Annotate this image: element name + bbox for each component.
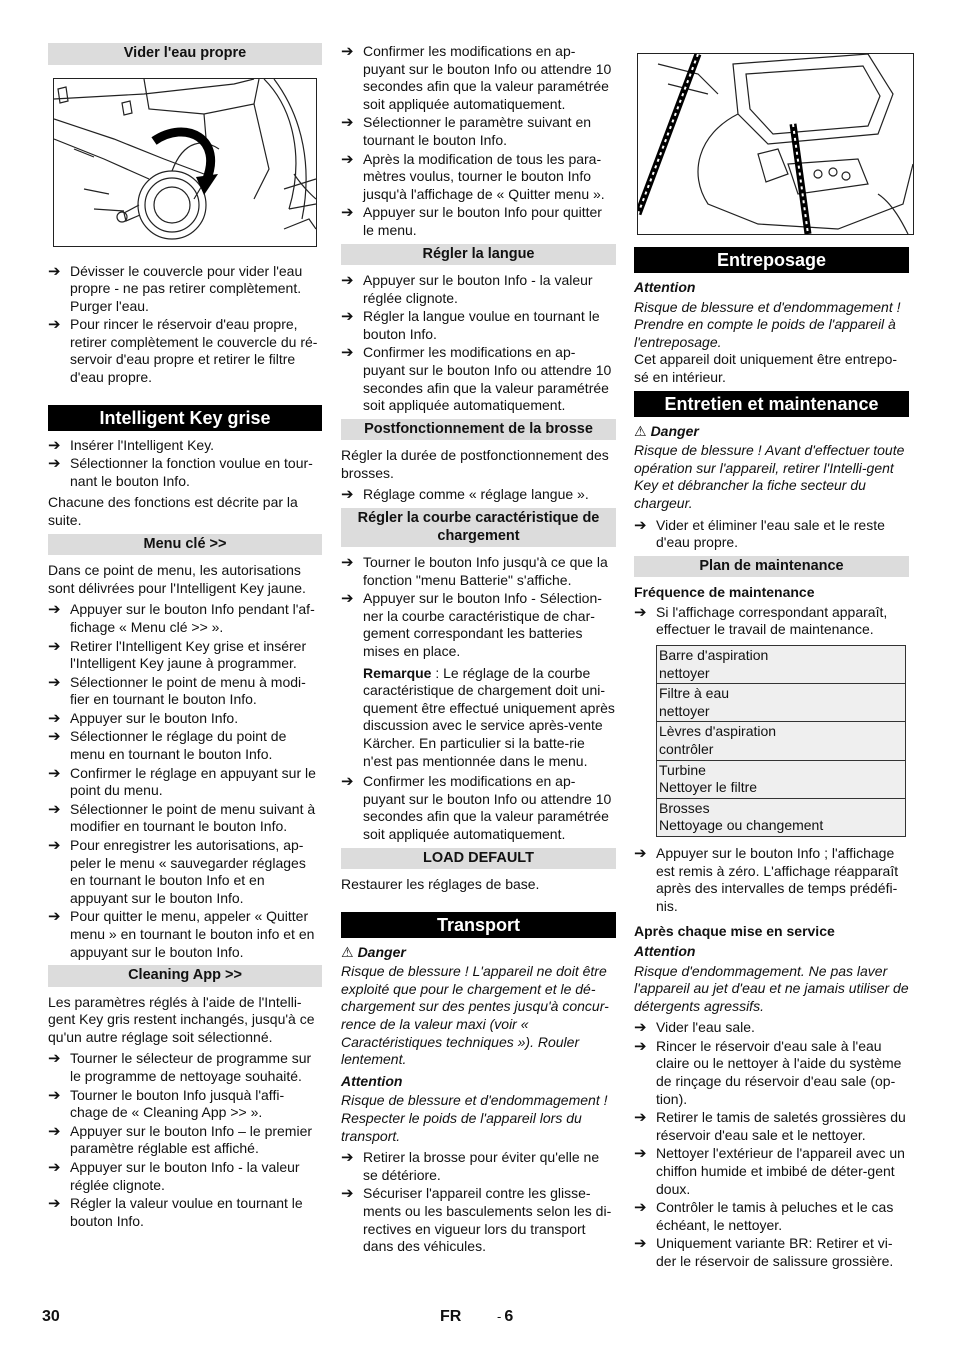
ik-description: Chacune des fonctions est décrite par la suite.: [48, 494, 298, 529]
arrow-right-icon: ➔: [48, 908, 61, 926]
list-item: ➔ Réglage comme « réglage langue ».: [341, 486, 589, 504]
arrow-right-icon: ➔: [634, 1037, 647, 1055]
frequence-steps: [634, 604, 909, 639]
arrow-right-icon: ➔: [341, 1185, 354, 1203]
plan-title: Plan de maintenance: [634, 556, 909, 578]
list-item: ➔ Rincer le réservoir d'eau sale à l'eau claire ou le nettoyer à l'aide du système de rinçage du réservoir d'eau sale (op-tion).: [634, 1037, 902, 1107]
arrow-right-icon: ➔: [341, 1149, 354, 1167]
tie-down-illustration: [637, 53, 914, 235]
arrow-right-icon: ➔: [48, 800, 61, 818]
arrow-right-icon: ➔: [634, 1199, 647, 1217]
list-item: ➔ Appuyer sur le bouton Info - la valeur réglée clignote.: [341, 272, 593, 306]
attention-text: Risque de blessure et d'endommagement ! Prendre en compte le poids de l'appareil à l'entreposage.: [634, 298, 901, 350]
arrow-right-icon: ➔: [48, 601, 61, 619]
load-default-description: Restaurer les réglages de base.: [341, 876, 540, 893]
arrow-right-icon: ➔: [48, 673, 61, 691]
page-number: 30: [42, 1308, 60, 1325]
arrow-right-icon: ➔: [48, 1159, 61, 1177]
menu-cle-steps: [48, 601, 322, 961]
list-item: ➔ Après la modification de tous les para-mètres voulus, tourner le bouton Info jusqu'à l'affichage de « Quitter menu ».: [341, 150, 605, 202]
arrow-right-icon: ➔: [48, 728, 61, 746]
arrow-right-icon: ➔: [341, 204, 354, 222]
courbe-steps-2: [341, 773, 616, 843]
langue-title: Régler la langue: [341, 244, 616, 266]
load-default-title: LOAD DEFAULT: [341, 848, 616, 870]
arrow-right-icon: ➔: [341, 486, 354, 504]
courbe-title: Régler la courbe caractéristique de chargement: [341, 508, 616, 547]
list-item: ➔ Pour enregistrer les autorisations, ap-peler le menu « sauvegarder réglages en tournant le bouton Info et en appuyant sur le bouton Info.: [48, 837, 306, 906]
danger-text: Risque de blessure ! L'appareil ne doit être exploité que pour le chargement et le dé-chargement sur des pentes jusqu'à concur-rence de la valeur maxi (voir « Caractéristiques techniques »). Rouler lentement.: [341, 963, 609, 1068]
list-item: ➔ Tourner le bouton Info jusquà l'affi-chage de « Cleaning App >> ».: [48, 1086, 285, 1121]
list-item: ➔ Sélectionner le paramètre suivant en tournant le bouton Info.: [341, 114, 592, 148]
list-item: ➔ Pour quitter le menu, appeler « Quitter menu » en tournant le bouton info et en appuyant sur le bouton Info.: [48, 908, 315, 960]
cleaning-app-title: Cleaning App >>: [48, 965, 322, 987]
entreposage-text: Cet appareil doit uniquement être entrepo-sé en intérieur.: [634, 351, 898, 385]
table-row: [657, 760, 906, 798]
attention-text: Risque de blessure et d'endommagement ! Respecter le poids de l'appareil lors du transport.: [341, 1092, 608, 1144]
langue-steps: [341, 272, 616, 415]
list-item: ➔ Sélectionner le point de menu suivant à modifier en tournant le bouton Info.: [48, 800, 316, 835]
menu-cle-description: Dans ce point de menu, les autorisations sont délivrées pour l'Intelligent Key jaune.: [48, 562, 306, 596]
ik-steps: [48, 437, 322, 491]
vider-steps: [48, 263, 322, 387]
arrow-right-icon: ➔: [48, 316, 61, 334]
language-code: FR: [440, 1308, 462, 1325]
list-item: ➔ Si l'affichage correspondant apparaît, effectuer le travail de maintenance.: [634, 603, 888, 638]
danger-label: ⚠ Danger: [634, 422, 699, 439]
list-item: ➔ Appuyer sur le bouton Info - Sélection-ner la courbe caractéristique de char-gement correspondant les batteries mises en place.: [341, 590, 602, 660]
list-item: ➔ Sécuriser l'appareil contre les glisse-ments ou les basculements selon les di-rectives en vigueur lors du transport dans des véhicules.: [341, 1185, 612, 1255]
entreposage-section-title: Entreposage: [634, 247, 909, 273]
table-row: [657, 646, 906, 684]
arrow-right-icon: ➔: [48, 637, 61, 655]
arrow-right-icon: ➔: [634, 516, 647, 534]
arrow-right-icon: ➔: [48, 1086, 61, 1104]
list-item: ➔ Sélectionner le point de menu à modi-fier en tournant le bouton Info.: [48, 673, 306, 708]
list-item: ➔ Insérer l'Intelligent Key.: [48, 436, 215, 454]
attention-label: Attention: [341, 1072, 403, 1089]
list-item: ➔ Confirmer le réglage en appuyant sur le point du menu.: [48, 764, 316, 799]
courbe-steps: [341, 554, 616, 661]
list-item: ➔ Appuyer sur le bouton Info - la valeur réglée clignote.: [48, 1159, 300, 1193]
table-cell: Filtre à eau nettoyer: [657, 684, 906, 722]
arrow-right-icon: ➔: [48, 837, 61, 855]
brosse-description: Régler la durée de postfonctionnement des brosses.: [341, 447, 609, 481]
arrow-right-icon: ➔: [341, 150, 354, 168]
warning-triangle-icon: ⚠: [634, 422, 647, 439]
arrow-right-icon: ➔: [634, 603, 647, 621]
courbe-note: Remarque : Le réglage de la courbe caractéristique de chargement doit uni-quement être effectué uniquement après discussion avec le service après-vente Kärcher. En particulier si la batte-rie n'est pas mentionnée dans le menu.: [363, 664, 615, 769]
entretien-steps: [634, 517, 909, 552]
arrow-right-icon: ➔: [48, 764, 61, 782]
table-row: [657, 684, 906, 722]
maintenance-table: [656, 645, 906, 837]
list-item: ➔ Retirer l'Intelligent Key grise et insérer l'Intelligent Key jaune à programmer.: [48, 637, 307, 672]
list-item: ➔ Vider l'eau sale.: [634, 1019, 755, 1037]
arrow-right-icon: ➔: [341, 308, 354, 326]
menu-cle-title: Menu clé >>: [48, 534, 322, 556]
column-1: [48, 43, 322, 1234]
arrow-right-icon: ➔: [48, 709, 61, 727]
list-item: ➔ Sélectionner le réglage du point de menu en tournant le bouton Info.: [48, 728, 287, 763]
frequence-label: Fréquence de maintenance: [634, 584, 815, 601]
table-cell: Lèvres d'aspiration contrôler: [657, 722, 906, 760]
arrow-right-icon: ➔: [634, 1109, 647, 1127]
attention-label: Attention: [634, 279, 696, 295]
list-item: ➔ Appuyer sur le bouton Info ; l'affichage est remis à zéro. L'affichage réapparaît après des intervalles de temps prédéfi-nis.: [634, 844, 899, 914]
list-item: ➔ Contrôler le tamis à peluches et le cas échéant, le nettoyer.: [634, 1199, 894, 1233]
list-item: ➔ Dévisser le couvercle pour vider l'eau propre - ne pas retirer complètement. Purger l'eau.: [48, 262, 303, 314]
danger-label: ⚠ Danger: [341, 943, 406, 960]
list-item: ➔ Vider et éliminer l'eau sale et le reste d'eau propre.: [634, 516, 885, 551]
transport-steps: [341, 1149, 616, 1256]
danger-text: Risque de blessure ! Avant d'effectuer toute opération sur l'appareil, retirer l'Intelli-gent Key et débrancher la fiche secteur du chargeur.: [634, 442, 905, 511]
list-item: ➔ Appuyer sur le bouton Info pendant l'af-fichage « Menu clé >> ».: [48, 601, 315, 635]
arrow-right-icon: ➔: [341, 114, 354, 132]
list-item: ➔ Uniquement variante BR: Retirer et vi-der le réservoir de salissure grossière.: [634, 1235, 894, 1269]
arrow-right-icon: ➔: [634, 844, 647, 862]
attention-label: Attention: [634, 942, 696, 959]
cleaning-app-steps: [48, 1050, 322, 1230]
list-item: ➔ Régler la langue voulue en tournant le bouton Info.: [341, 308, 600, 342]
table-cell: Barre d'aspiration nettoyer: [657, 646, 906, 684]
clean-water-cap-drawing: [54, 79, 316, 246]
brosse-steps: [341, 486, 616, 504]
attention-text: Risque d'endommagement. Ne pas laver l'appareil au jet d'eau et ne jamais utiliser de détergents agressifs.: [634, 962, 909, 1014]
list-item: ➔ Retirer la brosse pour éviter qu'elle ne se détériore.: [341, 1149, 600, 1183]
cleaning-app-description: Les paramètres réglés à l'aide de l'Intelli-gent Key gris restent inchangés, jusqu'à ce qu'un autre réglage soit sélectionné.: [48, 993, 315, 1045]
table-cell: Turbine Nettoyer le filtre: [657, 760, 906, 798]
arrow-right-icon: ➔: [48, 1195, 61, 1213]
note-label: Remarque: [363, 664, 432, 681]
list-item: ➔ Tourner le sélecteur de programme sur le programme de nettoyage souhaité.: [48, 1050, 312, 1085]
apres-label: Après chaque mise en service: [634, 923, 835, 940]
arrow-right-icon: ➔: [48, 436, 61, 454]
after-table-steps: [634, 845, 909, 915]
arrow-right-icon: ➔: [634, 1235, 647, 1253]
arrow-right-icon: ➔: [48, 262, 61, 280]
table-row: [657, 798, 906, 836]
apres-steps: [634, 1019, 909, 1270]
arrow-right-icon: ➔: [48, 1050, 61, 1068]
list-item: ➔ Sélectionner la fonction voulue en tour-nant le bouton Info.: [48, 455, 313, 489]
arrow-right-icon: ➔: [634, 1019, 647, 1037]
column-2: [341, 43, 616, 1260]
warning-triangle-icon: ⚠: [341, 943, 354, 960]
sub-page-number: - 6: [497, 1308, 514, 1325]
arrow-right-icon: ➔: [48, 455, 61, 473]
intelligent-key-section-title: Intelligent Key grise: [48, 405, 322, 431]
transport-section-title: Transport: [341, 912, 616, 938]
arrow-right-icon: ➔: [634, 1145, 647, 1163]
arrow-right-icon: ➔: [341, 272, 354, 290]
list-item: ➔ Tourner le bouton Info jusqu'à ce que la fonction "menu Batterie" s'affiche.: [341, 554, 608, 588]
arrow-right-icon: ➔: [341, 344, 354, 362]
table-row: [657, 722, 906, 760]
clean-water-cap-illustration: [53, 78, 317, 247]
list-item: ➔ Confirmer les modifications en ap-puyant sur le bouton Info ou attendre 10 secondes afin que la valeur paramétrée soit appliquée automatiquement.: [341, 773, 612, 842]
entretien-section-title: Entretien et maintenance: [634, 391, 909, 417]
list-item: ➔ Appuyer sur le bouton Info pour quitter le menu.: [341, 204, 602, 238]
column-3: [634, 43, 909, 1275]
arrow-right-icon: ➔: [341, 773, 354, 791]
tie-down-drawing: [638, 54, 913, 234]
list-item: ➔ Confirmer les modifications en ap-puyant sur le bouton Info ou attendre 10 secondes afin que la valeur paramétrée soit appliquée automatiquement.: [341, 344, 612, 414]
arrow-right-icon: ➔: [341, 590, 354, 608]
brosse-title: Postfonctionnement de la brosse: [341, 419, 616, 441]
arrow-right-icon: ➔: [341, 43, 354, 60]
list-item: ➔ Confirmer les modifications en ap-puyant sur le bouton Info ou attendre 10 secondes afin que la valeur paramétrée soit appliquée automatiquement.: [341, 43, 612, 112]
list-item: ➔ Retirer le tamis de saletés grossières du réservoir d'eau sale et le nettoyer.: [634, 1109, 906, 1143]
vider-title: Vider l'eau propre: [48, 43, 322, 65]
list-item: ➔ Appuyer sur le bouton Info.: [48, 709, 239, 727]
list-item: ➔ Nettoyer l'extérieur de l'appareil avec un chiffon humide et imbibé de déter-gent doux.: [634, 1145, 905, 1197]
arrow-right-icon: ➔: [48, 1122, 61, 1140]
list-item: ➔ Pour rincer le réservoir d'eau propre, retirer complètement le couvercle du ré-servoir d'eau propre et retirer le filtre d'eau propre.: [48, 316, 318, 386]
table-cell: Brosses Nettoyage ou changement: [657, 798, 906, 836]
arrow-right-icon: ➔: [341, 554, 354, 572]
list-item: ➔ Régler la valeur voulue en tournant le bouton Info.: [48, 1195, 303, 1229]
param-steps: [341, 43, 616, 240]
list-item: ➔ Appuyer sur le bouton Info – le premier paramètre réglable est affiché.: [48, 1122, 313, 1157]
